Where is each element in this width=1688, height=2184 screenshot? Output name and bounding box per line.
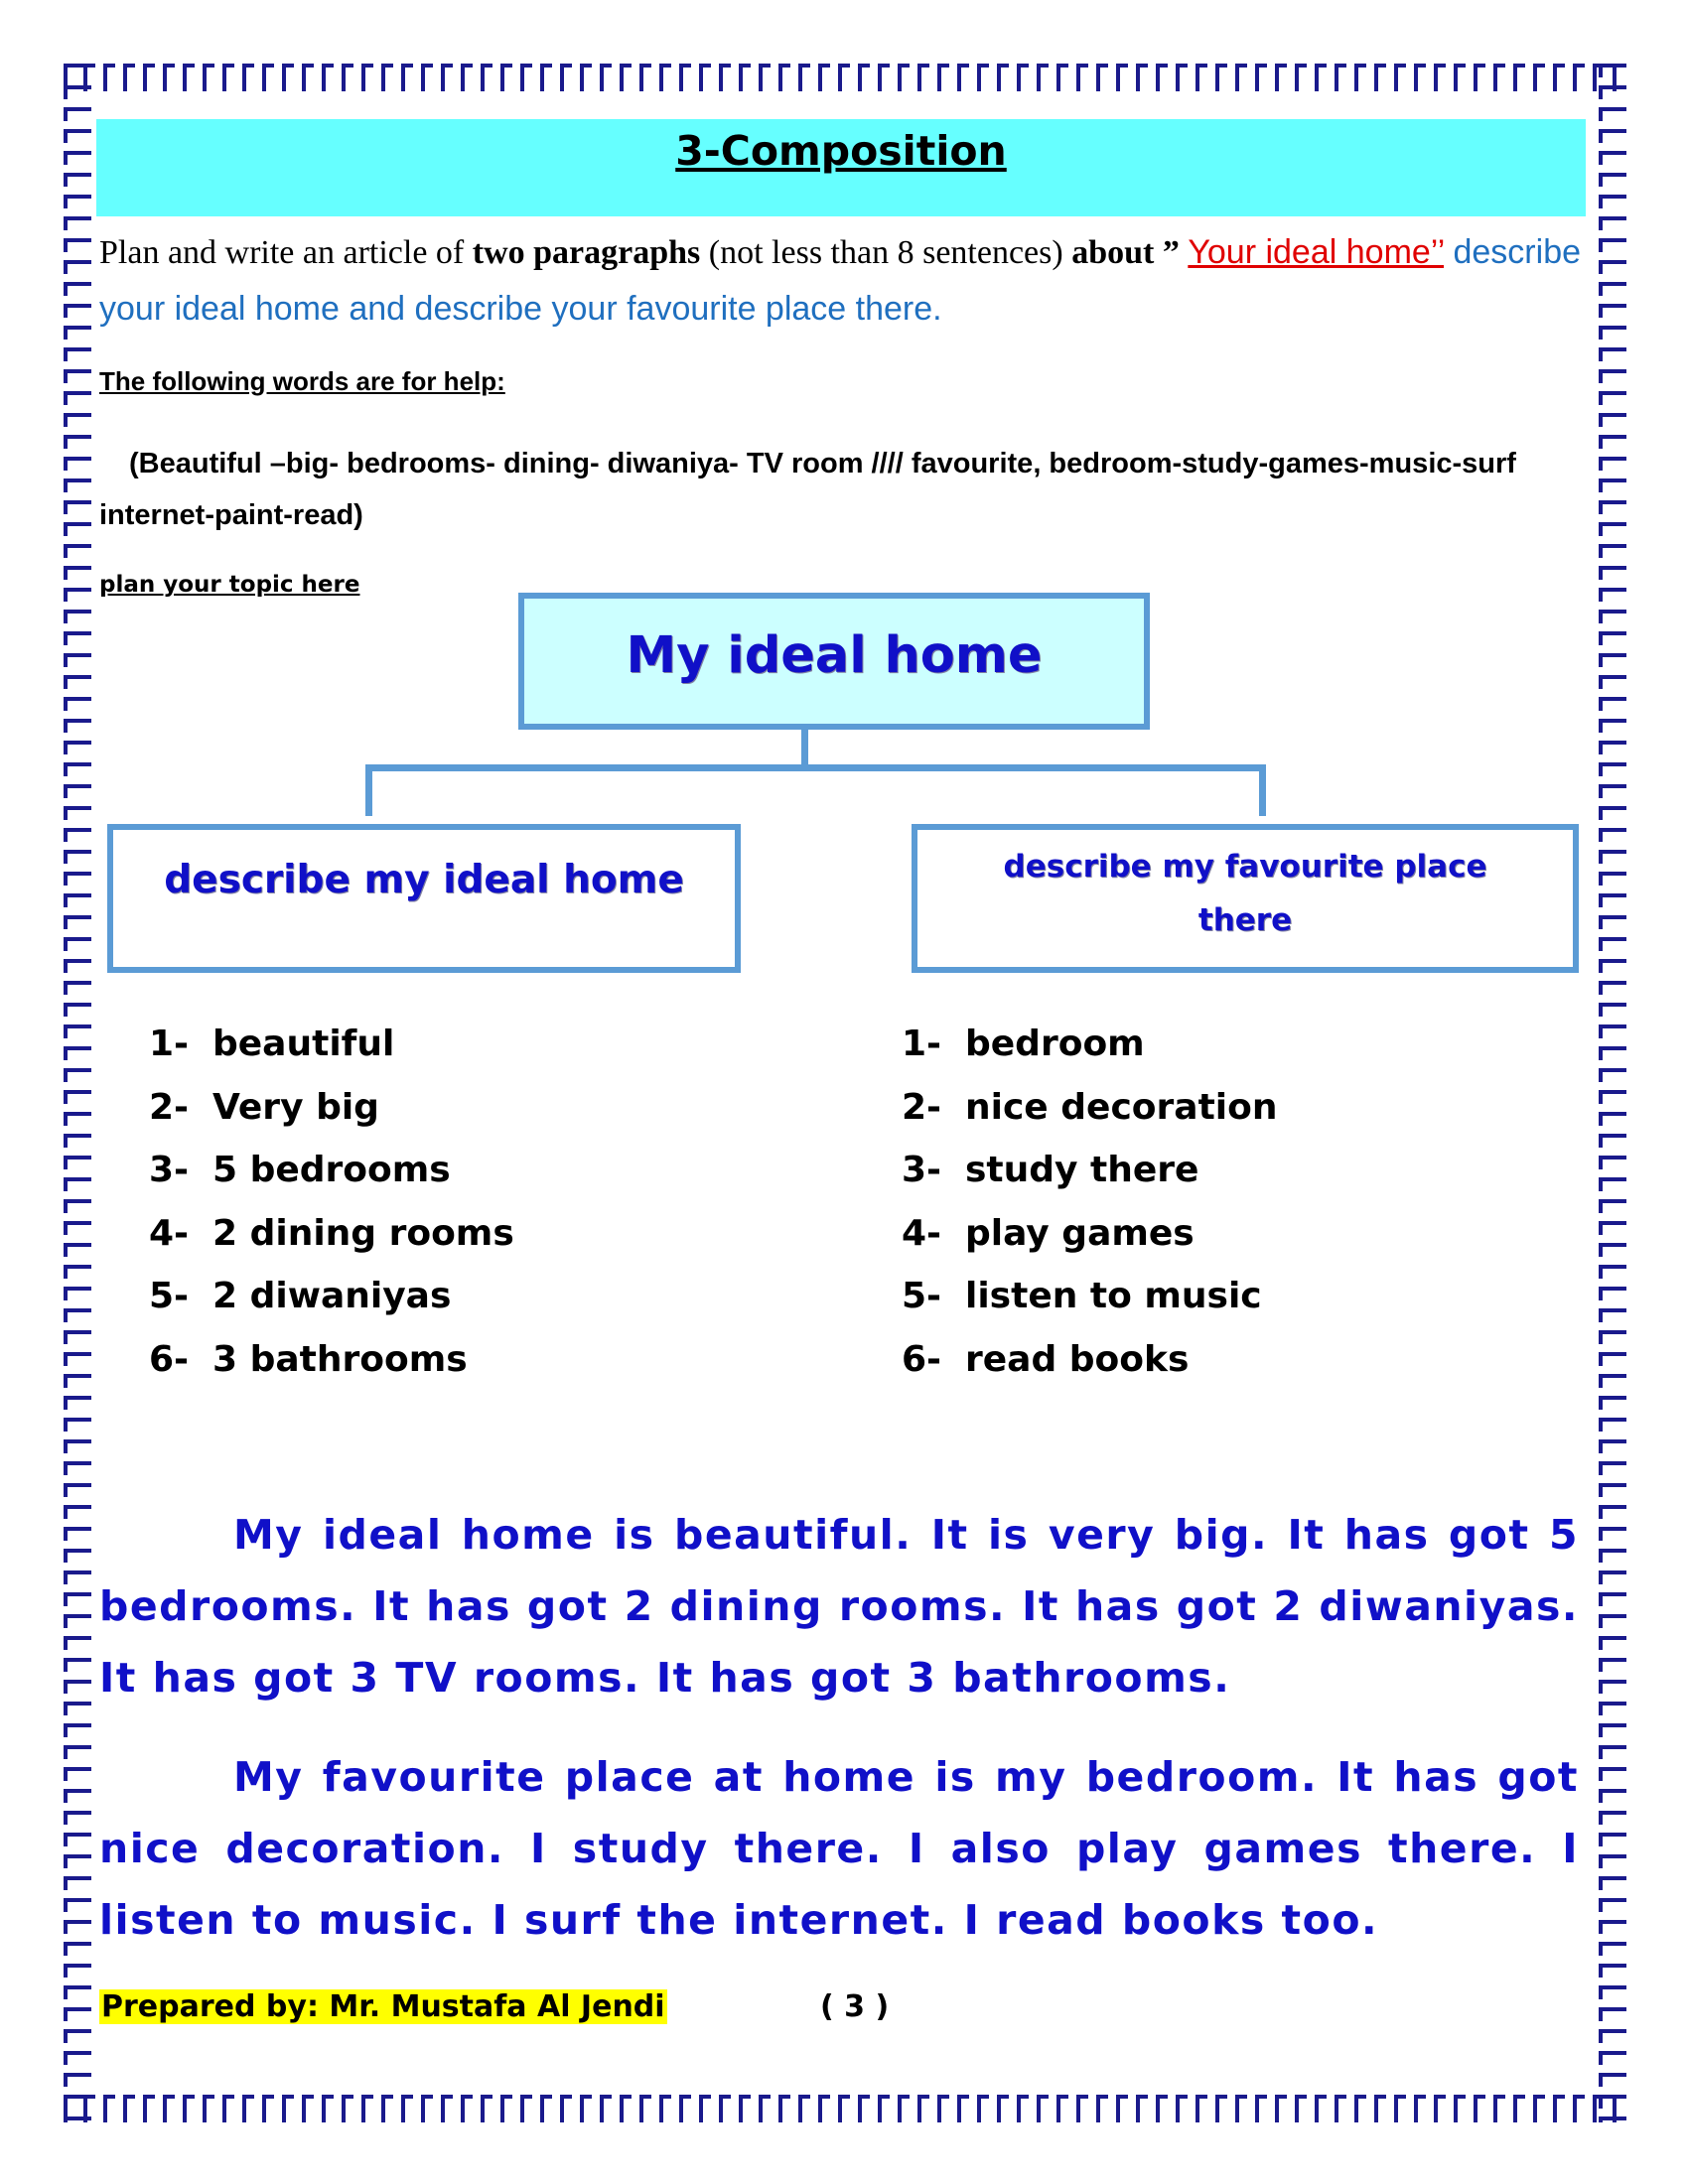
list-item-text: bedroom bbox=[965, 1024, 1145, 1064]
page-border-top bbox=[64, 64, 1626, 91]
diagram-right-label: describe my favourite place there bbox=[1003, 849, 1487, 938]
diagram-left-label: describe my ideal home bbox=[164, 858, 684, 902]
diagram-main-box bbox=[518, 593, 1150, 730]
list-item-number: 3- bbox=[149, 1150, 189, 1190]
list-item-number: 5- bbox=[149, 1276, 189, 1316]
diagram-connector-vertical bbox=[801, 730, 808, 767]
list-item bbox=[902, 1328, 1577, 1392]
paragraph-1: My ideal home is beautiful. It is very big. It has got 5 bedrooms. It has got 2 dining rooms. It has got 2 diwaniyas. It has got 3 TV rooms. It has got 3 bathrooms. bbox=[99, 1511, 1579, 1702]
help-heading: The following words are for help: bbox=[99, 366, 505, 396]
list-item-number: 2- bbox=[149, 1086, 189, 1128]
list-item-number: 5- bbox=[902, 1276, 941, 1316]
list-item bbox=[149, 1139, 745, 1202]
help-words: (Beautiful –big- bedrooms- dining- diwaniya- TV room //// favourite, bedroom-study-games-music-surf internet-paint-read) bbox=[99, 448, 1516, 531]
diagram-connector-right bbox=[1259, 764, 1266, 816]
instructions-bold-1: two paragraphs bbox=[472, 234, 701, 271]
diagram-right-box bbox=[912, 824, 1579, 973]
list-item bbox=[149, 1076, 745, 1140]
instructions-description: describe your ideal home and describe your favourite place there. bbox=[99, 233, 1582, 328]
list-item-text: 2 diwaniyas bbox=[212, 1276, 452, 1316]
list-item-number: 3- bbox=[902, 1150, 941, 1190]
page-border-bottom bbox=[64, 2095, 1626, 2122]
list-item bbox=[149, 1202, 745, 1266]
list-item bbox=[902, 1013, 1577, 1076]
list-item-number: 2- bbox=[902, 1086, 941, 1128]
page-number: ( 3 ) bbox=[820, 1989, 890, 2024]
list-item-text: 5 bedrooms bbox=[212, 1150, 451, 1190]
list-item bbox=[149, 1013, 745, 1076]
list-item-text: play games bbox=[965, 1212, 1195, 1254]
plan-heading: plan your topic here bbox=[99, 572, 360, 598]
page-title: 3-Composition bbox=[675, 127, 1007, 175]
instructions-text-1: Plan and write an article of bbox=[99, 234, 473, 271]
list-item-text: Very big bbox=[212, 1086, 379, 1128]
list-item-text: beautiful bbox=[212, 1024, 395, 1064]
instructions-text-2: (not less than 8 sentences) bbox=[700, 234, 1072, 271]
instructions-bold-2: about ” bbox=[1071, 234, 1189, 271]
list-item bbox=[902, 1202, 1577, 1266]
list-item bbox=[149, 1328, 745, 1392]
list-item-number: 6- bbox=[149, 1338, 189, 1380]
instructions bbox=[99, 224, 1599, 338]
list-item bbox=[149, 1265, 745, 1328]
list-item-number: 1- bbox=[902, 1024, 941, 1064]
list-item-text: nice decoration bbox=[965, 1086, 1278, 1128]
diagram-main-label: My ideal home bbox=[626, 626, 1043, 685]
list-item-number: 4- bbox=[149, 1212, 189, 1254]
list-item-text: 2 dining rooms bbox=[212, 1212, 514, 1254]
list-item-text: listen to music bbox=[965, 1276, 1262, 1316]
list-item-text: 3 bathrooms bbox=[212, 1338, 468, 1380]
list-left bbox=[149, 1013, 745, 1391]
list-item-text: read books bbox=[965, 1338, 1190, 1380]
list-item bbox=[902, 1265, 1577, 1328]
list-item bbox=[902, 1076, 1577, 1140]
list-item bbox=[902, 1139, 1577, 1202]
paragraph-2: My favourite place at home is my bedroom. It has got nice decoration. I study there. I also play games there. I listen to music. I surf the internet. I read books too. bbox=[99, 1753, 1579, 1944]
diagram-left-box bbox=[107, 824, 741, 973]
page-border-right bbox=[1599, 64, 1626, 2122]
list-item-number: 1- bbox=[149, 1024, 189, 1064]
diagram-connector-horizontal bbox=[365, 764, 1266, 771]
page-border-left bbox=[64, 64, 91, 2122]
instructions-topic: Your ideal home’’ bbox=[1188, 233, 1445, 271]
diagram-connector-left bbox=[365, 764, 372, 816]
list-item-number: 4- bbox=[902, 1212, 941, 1254]
prepared-by: Prepared by: Mr. Mustafa Al Jendi bbox=[101, 1989, 665, 2024]
list-item-text: study there bbox=[965, 1150, 1199, 1190]
list-item-number: 6- bbox=[902, 1338, 941, 1380]
list-right bbox=[902, 1013, 1577, 1391]
